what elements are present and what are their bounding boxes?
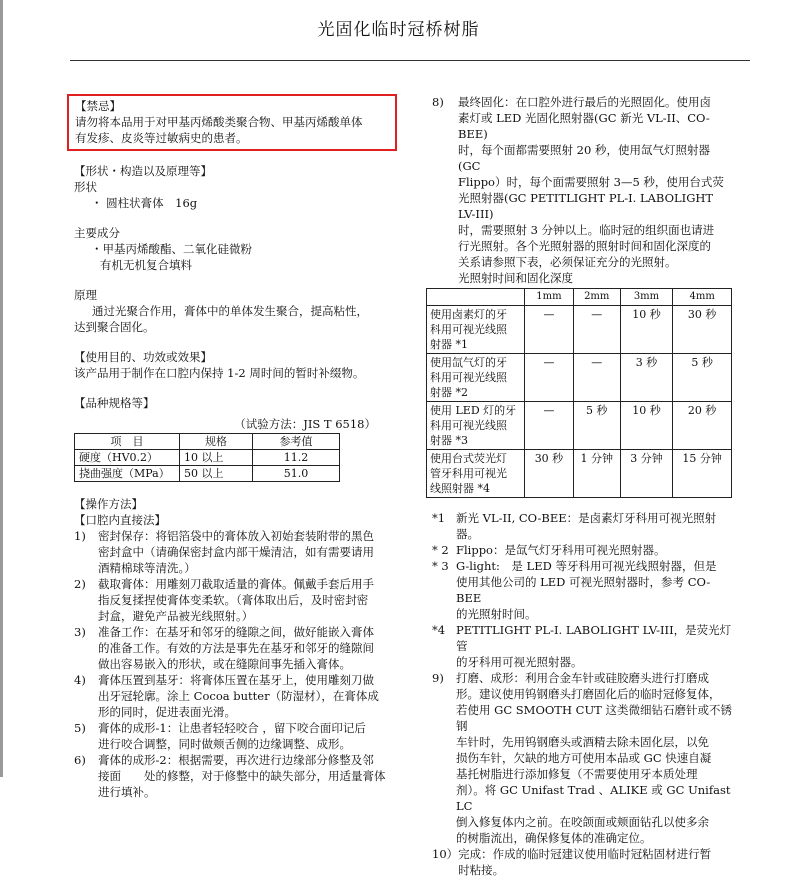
footnote-line: 的光照射时间。 — [456, 607, 537, 621]
cure-depth-table — [426, 288, 732, 498]
step-line: 膏体的成形-1：让患者轻轻咬合 ，留下咬合面印记后 — [98, 721, 366, 735]
table-row — [427, 450, 732, 498]
footnote — [432, 510, 732, 542]
component-item: 有机无机复合填料 — [100, 258, 192, 272]
step-line: 出牙冠轮廓。涂上 Cocoa butter（防湿材），在膏体成 — [98, 689, 379, 703]
cure-table-header — [427, 289, 732, 306]
cure-time-cell: — — [573, 306, 620, 354]
step-line: 准备工作：在基牙和邻牙的缝隙之间，做好能嵌入膏体 — [98, 625, 374, 639]
footnote-mark: *1 — [432, 511, 446, 525]
principle-text: 达到聚合固化。 — [74, 320, 155, 334]
lamp-cell — [427, 450, 525, 498]
cure-header-cell: 1mm — [525, 289, 574, 306]
step-line: 车针时，先用钨钢磨头或酒精去除未固化层，以免 — [456, 735, 709, 749]
cure-time-cell: 30 秒 — [673, 306, 732, 354]
step-number: 6) — [74, 753, 86, 767]
footnote-line: 器。 — [456, 527, 479, 541]
procedure-step — [74, 624, 392, 672]
step-number: 2) — [74, 577, 86, 591]
step-number: 5) — [74, 721, 86, 735]
cure-time-cell: — — [525, 306, 574, 354]
procedure-subheading: 【口腔内直接法】 — [74, 513, 166, 527]
procedure-step — [74, 672, 392, 720]
step-line: 关系请参照下表，必须保证充分的光照射。 — [458, 255, 677, 269]
cure-time-cell: 5 秒 — [573, 402, 620, 450]
step-line: 膏体的成形-2：根据需要，再次进行边缘部分修整及邻 — [98, 753, 374, 767]
step-line: 倒入修复体内之前。在咬颌面或颊面钻孔以使多余 — [456, 815, 709, 829]
step-line: 损伤车针，欠缺的地方可使用本品或 GC 快速自凝 — [456, 751, 712, 765]
cure-time-cell: 3 秒 — [620, 354, 673, 402]
step-line: 打磨、成形：利用合金车针或硅胶磨头进行打磨成 — [456, 671, 709, 685]
spec-cell: 硬度（HV0.2） — [75, 450, 180, 466]
step-number: 3) — [74, 625, 86, 639]
procedure-step — [74, 752, 392, 800]
step-line: 膏体压置到基牙：将膏体压置在基牙上，使用雕刻刀做 — [98, 673, 374, 687]
footnote-mark: * 3 — [432, 559, 449, 573]
step-line: 完成：作成的临时冠建议使用临时冠粘固材进行暂 — [458, 847, 712, 861]
step-line: 接面 处的修整，对于修整中的缺失部分，用适量膏体进行填补。 — [98, 769, 386, 799]
footnote — [432, 558, 732, 622]
step-line: 密封保存：将铝箔袋中的膏体放入初始套装附带的黑色 — [98, 529, 374, 543]
lamp-cell — [427, 354, 525, 402]
form-heading: 【形状・构造以及原理等】 — [74, 164, 212, 178]
document-title: 光固化临时冠桥树脂 — [317, 20, 480, 40]
spec-header-cell: 参考值 — [253, 434, 340, 450]
cure-time-cell: 10 秒 — [620, 306, 673, 354]
cure-time-cell: 20 秒 — [673, 402, 732, 450]
step-line: 时，需要照射 3 分钟以上。临时冠的组织面也请进 — [458, 223, 715, 237]
cure-time-cell: — — [573, 354, 620, 402]
contraindication-heading: 【禁忌】 — [75, 99, 121, 113]
footnote-line: 新光 VL-II, CO-BEE：是卤素灯牙科用可视光照射 — [456, 511, 717, 525]
step-line: 素灯或 LED 光固化照射器(GC 新光 VL-II、CO-BEE) — [458, 111, 710, 141]
table-row — [427, 402, 732, 450]
lamp-line: 管牙科用可视光 — [430, 467, 507, 480]
step-line: 最终固化：在口腔外进行最后的光照固化。使用卤 — [458, 95, 711, 109]
step-line: 光照射器(GC PETITLIGHT PL-I. LABOLIGHT LV-III) — [458, 191, 714, 221]
step-line: 时粘接。 — [458, 863, 505, 877]
step-line: 剂）。将 GC Unifast Trad 、ALIKE 或 GC Unifast LC — [456, 783, 731, 813]
step-line: 进行咬合调整，同时做颊舌侧的边缘调整、成形。 — [98, 737, 351, 751]
step-line: Flippo）时，每个面需要照射 3—5 秒，使用台式荧 — [458, 175, 724, 189]
lamp-line: 射器 *3 — [430, 434, 468, 447]
cure-table-caption: 光照射时间和固化深度 — [458, 271, 573, 285]
left-column — [74, 94, 392, 800]
step-line: 做出容易嵌入的形状，或在缝隙间事先插入膏体。 — [98, 657, 351, 671]
cure-time-cell: 3 分钟 — [620, 450, 673, 498]
cure-header-cell: 2mm — [573, 289, 620, 306]
spec-cell: 50 以上 — [180, 466, 253, 482]
spec-test-method: （试验方法：JIS T 6518） — [234, 417, 376, 431]
lamp-line: 使用氙气灯的牙 — [430, 356, 507, 369]
final-cure-step — [432, 94, 732, 286]
table-row — [427, 306, 732, 354]
spec-heading: 【品种规格等】 — [74, 396, 155, 410]
principle-label: 原理 — [74, 288, 97, 302]
complete-step — [432, 846, 732, 878]
contraindication-line: 有发疹、皮炎等过敏病史的患者。 — [75, 131, 248, 145]
footnote — [432, 622, 732, 670]
lamp-line: 使用卤素灯的牙 — [430, 308, 507, 321]
step-line: 的树脂流出，确保修复体的准确定位。 — [456, 831, 652, 845]
spec-table — [74, 433, 340, 482]
spec-cell: 10 以上 — [180, 450, 253, 466]
step-line: 的准备工作。有效的方法是事先在基牙和邻牙的缝隙间 — [98, 641, 374, 655]
trim-step — [432, 670, 732, 846]
lamp-line: 使用台式荧光灯 — [430, 452, 507, 465]
spec-header-cell: 项 目 — [75, 434, 180, 450]
footnote — [432, 542, 732, 558]
contraindication-line: 请勿将本品用于对甲基丙烯酸类聚合物、甲基丙烯酸单体 — [75, 115, 363, 129]
lamp-line: 科用可视光线照 — [430, 419, 507, 432]
cure-header-cell: 4mm — [673, 289, 732, 306]
procedure-step — [74, 720, 392, 752]
step-line: 截取膏体：用雕刻刀截取适量的膏体。佩戴手套后用手 — [98, 577, 374, 591]
page-edge — [0, 0, 3, 777]
shape-label: 形状 — [74, 180, 97, 194]
spec-table-header — [75, 434, 340, 450]
step-number: 1) — [74, 529, 86, 543]
cure-time-cell: 1 分钟 — [573, 450, 620, 498]
purpose-text: 该产品用于制作在口腔内保持 1-2 周时间的暂时补缀物。 — [74, 366, 365, 380]
cure-header-cell — [427, 289, 525, 306]
step-line: 形的同时，促进表面光滑。 — [98, 705, 236, 719]
cure-time-cell: 30 秒 — [525, 450, 574, 498]
components-label: 主要成分 — [74, 226, 120, 240]
step-line: 封盒，避免产品被光线照射。） — [98, 609, 254, 623]
footnote-line: PETITLIGHT PL-I. LABOLIGHT LV-III，是荧光灯管 — [456, 623, 732, 653]
right-column — [432, 94, 732, 878]
footnote-mark: * 2 — [432, 543, 449, 557]
step-number: 8) — [432, 95, 444, 109]
step-line: 酒精棉球等清洗。） — [98, 561, 196, 575]
lamp-line: 射器 *1 — [430, 338, 468, 351]
spec-cell: 挠曲强度（MPa） — [75, 466, 180, 482]
step-line: 指反复揉捏使膏体变柔软。（膏体取出后，及时密封密 — [98, 593, 369, 607]
step-line: 若使用 GC SMOOTH CUT 这类微细钻石磨针或不锈钢 — [456, 703, 732, 733]
cure-time-cell: 5 秒 — [673, 354, 732, 402]
cure-time-cell: — — [525, 402, 574, 450]
step-number: 9) — [432, 671, 444, 685]
cure-time-cell: 10 秒 — [620, 402, 673, 450]
lamp-line: 射器 *2 — [430, 386, 468, 399]
footnote-line: G-light: 是 LED 等牙科用可视光线照射器，但是 — [456, 559, 717, 573]
lamp-line: 使用 LED 灯的牙 — [430, 404, 517, 417]
principle-text: 通过光聚合作用，膏体中的单体发生聚合，提高粘性， — [92, 304, 368, 318]
spec-cell: 11.2 — [253, 450, 340, 466]
step-line: 基托树脂进行添加修复（不需要使用牙本质处理 — [456, 767, 698, 781]
procedure-step — [74, 576, 392, 624]
cure-time-cell: — — [525, 354, 574, 402]
table-row — [427, 354, 732, 402]
cure-header-cell: 3mm — [620, 289, 673, 306]
table-row — [75, 450, 340, 466]
step-line: 时，每个面都需要照射 20 秒，使用氙气灯照射器(GC — [458, 143, 710, 173]
step-number: 10） — [432, 847, 459, 861]
spec-cell: 51.0 — [253, 466, 340, 482]
component-item: ・甲基丙烯酸酯、二氧化硅微粉 — [91, 242, 252, 256]
title-rule — [70, 60, 750, 61]
step-line: 形。建议使用钨钢磨头打磨固化后的临时冠修复体， — [456, 687, 721, 701]
step-number: 4) — [74, 673, 86, 687]
procedure-heading: 【操作方法】 — [74, 497, 143, 511]
lamp-line: 线照射器 *4 — [430, 482, 490, 495]
shape-item: ・ 圆柱状膏体 16g — [91, 196, 198, 210]
footnote-line: 的牙科用可视光照射器。 — [456, 655, 583, 669]
spec-header-cell: 规格 — [180, 434, 253, 450]
contraindication-box — [67, 94, 397, 151]
lamp-line: 科用可视光线照 — [430, 371, 507, 384]
footnotes — [432, 510, 732, 670]
lamp-cell — [427, 402, 525, 450]
footnote-line: Flippo：是氙气灯牙科用可视光照射器。 — [456, 543, 666, 557]
lamp-line: 科用可视光线照 — [430, 323, 507, 336]
footnote-line: 使用其他公司的 LED 可视光照射器时，参考 CO-BEE — [456, 575, 711, 605]
lamp-cell — [427, 306, 525, 354]
procedure-step — [74, 528, 392, 576]
table-row — [75, 466, 340, 482]
step-line: 密封盒中（请确保密封盒内部干燥清洁，如有需要请用 — [98, 545, 374, 559]
footnote-mark: *4 — [432, 623, 446, 637]
purpose-heading: 【使用目的、功效或效果】 — [74, 350, 212, 364]
step-line: 行光照射。各个光照射器的照射时间和固化深度的 — [458, 239, 711, 253]
cure-time-cell: 15 分钟 — [673, 450, 732, 498]
